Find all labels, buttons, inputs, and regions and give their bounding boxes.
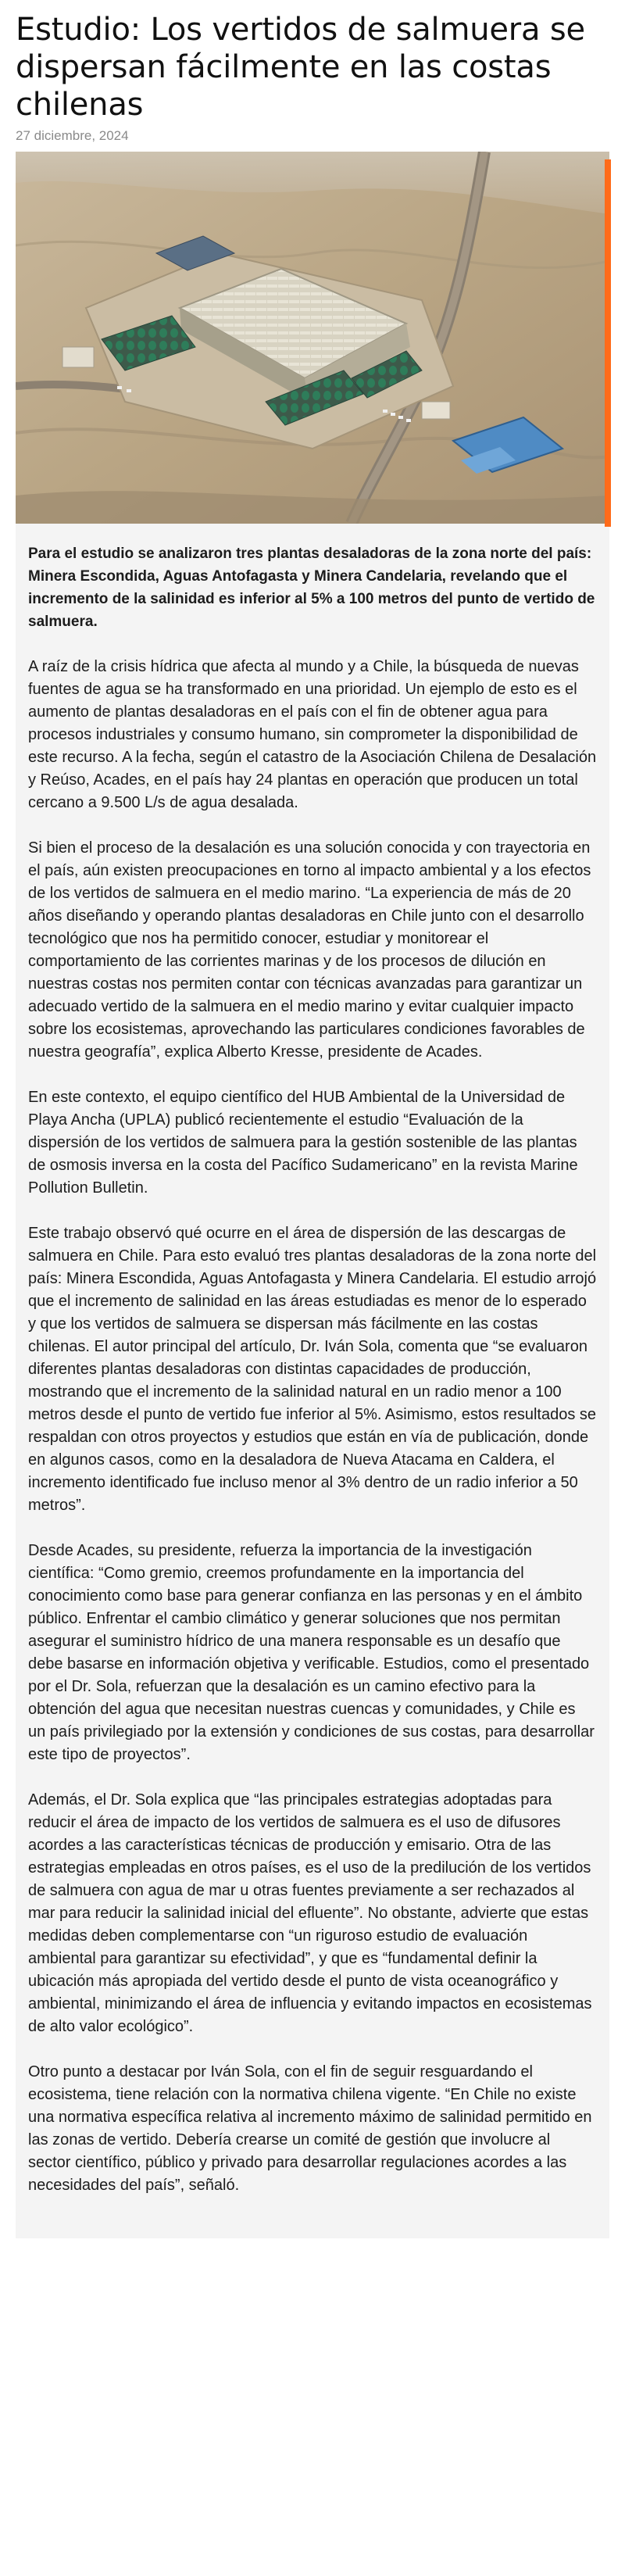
article-paragraph: Otro punto a destacar por Iván Sola, con el fin de seguir resguardando el ecosistema, tiene relación con la normativa chilena vigente. “En Chile no existe una normativa específica relativa al incremento máximo de salinidad permitido en las zonas de vertido. Debería crearse un comité de gestión que involucre al sector científico, público y privado para desarrollar regulaciones acordes a las necesidades del país”, señaló. bbox=[28, 2063, 592, 2194]
article-paragraph: Además, el Dr. Sola explica que “las principales estrategias adoptadas para reducir el área de impacto de los vertidos de salmuera es el uso de difusores acordes a las características técnicas de producción y emisario. Otra de las estrategias empleadas en otros países, es el uso de la predilución de los vertidos de salmuera con agua de mar u otras fuentes previamente a ser rechazados al mar para reducir la salinidad inicial del efluente”. No obstante, advierte que estas medidas deben complementarse con “un riguroso estudio de evaluación ambiental para garantizar su efectividad”, y que es “fundamental definir la ubicación más apropiada del vertido desde el punto de vista oceanográfico y ambiental, minimizando el área de influencia y evitando impactos en ecosistemas de alto valor ecológico”. bbox=[28, 1791, 592, 2035]
article-lead: Para el estudio se analizaron tres plantas desaladoras de la zona norte del país: Minera Escondida, Aguas Antofagasta y Minera Candelaria, revelando que el incremento de la salinidad es inferior al 5% a 100 metros del punto de vertido de salmuera. bbox=[28, 546, 595, 630]
article-title: Estudio: Los vertidos de salmuera se dispersan fácilmente en las costas chilenas bbox=[16, 12, 585, 123]
article-image bbox=[16, 152, 609, 524]
article-paragraph: Desde Acades, su presidente, refuerza la importancia de la investigación científica: “Como gremio, creemos profundamente en la importancia del conocimiento como base para generar confianza en las personas y en el ámbito público. Enfrentar el cambio climático y generar soluciones que nos permitan asegurar el suministro hídrico de una manera responsable es un desafío que debe basarse en información objetiva y verificable. Estudios, como el presentado por el Dr. Sola, refuerzan que la desalación es un camino efectivo para la obtención del agua que necesitan nuestras cuencas y comunidades, y Chile es un país privilegiado por la extensión y condiciones de sus costas, para desarrollar este tipo de proyectos”. bbox=[28, 1542, 595, 1763]
article-paragraph: En este contexto, el equipo científico del HUB Ambiental de la Universidad de Playa Ancha (UPLA) publicó recientemente el estudio “Evaluación de la dispersión de los vertidos de salmuera para la gestión sostenible de las plantas de osmosis inversa en la costa del Pacífico Sudamericano” en la revista Marine Pollution Bulletin. bbox=[28, 1089, 578, 1197]
article-paragraph: A raíz de la crisis hídrica que afecta al mundo y a Chile, la búsqueda de nuevas fuentes de agua se ha transformado en una prioridad. Un ejemplo de esto es el aumento de plantas desaladoras en el país con el fin de obtener agua para procesos industriales y consumo humano, sin comprometer la disponibilidad de este recurso. A la fecha, según el catastro de la Asociación Chilena de Desalación y Reúso, Acades, en el país hay 24 plantas en operación que producen un total cercano a 9.500 L/s de agua desalada. bbox=[28, 658, 597, 811]
desalination-plant-aerial-photo bbox=[16, 152, 609, 524]
article-paragraph: Si bien el proceso de la desalación es una solución conocida y con trayectoria en el país, aún existen preocupaciones en torno al impacto ambiental y a los efectos de los vertidos de salmuera en el medio marino. “La experiencia de más de 20 años diseñando y operando plantas desaladoras en Chile junto con el desarrollo tecnológico que nos ha permitido conocer, estudiar y monitorear el comportamiento de las corrientes marinas y de los procesos de dilución en nuestras costas nos permiten contar con técnicas avanzadas para garantizar un adecuado vertido de la salmuera en el medio marino y evitar cualquier impacto sobre los ecosistemas, aprovechando las particulares condiciones favorables de nuestra geografía”, explica Alberto Kresse, presidente de Acades. bbox=[28, 839, 591, 1061]
accent-bar bbox=[605, 159, 611, 527]
article-header bbox=[0, 0, 625, 145]
article-body bbox=[16, 524, 609, 2238]
article-date: 27 diciembre, 2024 bbox=[16, 128, 129, 143]
article-paragraph: Este trabajo observó qué ocurre en el área de dispersión de las descargas de salmuera en Chile. Para esto evaluó tres plantas desaladoras de la zona norte del país: Minera Escondida, Aguas Antofagasta y Minera Candelaria. El estudio arrojó que el incremento de salinidad en las áreas estudiadas es menor de lo esperado y que los vertidos de salmuera se dispersan más fácilmente en las costas chilenas. El autor principal del artículo, Dr. Iván Sola, comenta que “se evaluaron diferentes plantas desaladoras con distintas capacidades de producción, mostrando que el incremento de la salinidad natural en un radio menor a 100 metros desde el punto de vertido fue inferior al 5%. Asimismo, estos resultados se respaldan con otros proyectos y estudios que están en vía de publicación, donde en algunos casos, como en la desaladora de Nueva Atacama en Caldera, el incremento identificado fue incluso menor al 3% dentro de un radio inferior a 50 metros”. bbox=[28, 1225, 597, 1514]
